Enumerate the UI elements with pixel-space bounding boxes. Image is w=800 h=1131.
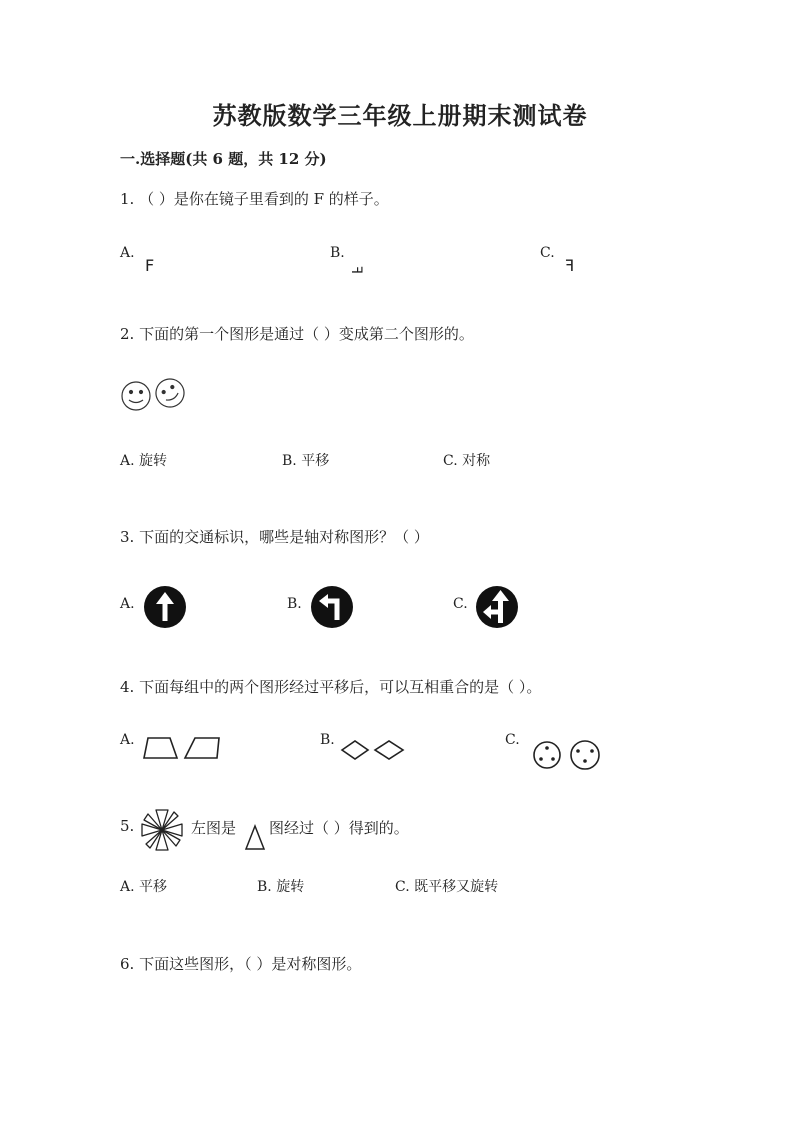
question-1-text: 1. （ ）是你在镜子里看到的 F 的样子。: [120, 190, 389, 208]
q4-option-b-label: B.: [320, 732, 335, 748]
straight-arrow-sign-icon: [143, 585, 187, 629]
q1-option-b-label: B.: [330, 245, 345, 261]
q5-option-c: C. 既平移又旋转: [395, 879, 499, 895]
trapezoids-figure: [141, 736, 223, 760]
dotted-circle-shape: [534, 742, 560, 768]
q5-option-b: B. 旋转: [257, 879, 305, 895]
q4-option-a-label: A.: [120, 732, 135, 748]
smiley-faces-figure: [120, 376, 190, 412]
q5-option-a: A. 平移: [120, 879, 168, 895]
left-turn-sign-icon: [310, 585, 354, 629]
straight-or-left-sign-icon: [475, 585, 519, 629]
q2-option-b: B. 平移: [282, 453, 330, 469]
rotated-smiley-face-icon: [151, 374, 189, 412]
section-heading: 一.选择题(共 6 题，共 12 分): [120, 150, 327, 168]
question-3-text: 3. 下面的交通标识，哪些是轴对称图形？（ ）: [120, 528, 429, 546]
q2-option-c: C. 对称: [443, 453, 491, 469]
dotted-circle-shape: [571, 741, 599, 769]
pinwheel-figure: [140, 808, 184, 852]
question-4-text: 4. 下面每组中的两个图形经过平移后，可以互相重合的是（ ）。: [120, 678, 542, 696]
question-5-text-part1: 左图是: [191, 819, 237, 837]
q3-option-c-label: C.: [453, 596, 468, 612]
trapezoid-shape: [144, 738, 177, 758]
q1-option-c-glyph: F: [565, 256, 575, 275]
diamond-shape: [342, 741, 368, 759]
diamond-shape: [375, 741, 403, 759]
q1-option-b-glyph: F: [348, 265, 365, 275]
triangle-figure: [244, 824, 266, 852]
q1-option-a-glyph: F: [145, 256, 155, 275]
q3-option-a-label: A.: [120, 596, 135, 612]
parallelogram-shape: [185, 738, 219, 758]
q4-option-c-label: C.: [505, 732, 520, 748]
smiley-face-icon: [122, 382, 150, 410]
page-title: 苏教版数学三年级上册期末测试卷: [212, 101, 588, 130]
diamonds-figure: [340, 739, 406, 761]
dotted-circles-figure: [530, 740, 604, 770]
question-6-text: 6. 下面这些图形，（ ）是对称图形。: [120, 955, 362, 973]
q2-option-a: A. 旋转: [120, 453, 168, 469]
q1-option-a-label: A.: [120, 245, 135, 261]
q1-option-c-label: C.: [540, 245, 555, 261]
q3-option-b-label: B.: [287, 596, 302, 612]
question-2-text: 2. 下面的第一个图形是通过（ ）变成第二个图形的。: [120, 325, 474, 343]
question-5-text-part2: 图经过（ ）得到的。: [269, 819, 409, 837]
question-5-number: 5.: [120, 817, 135, 835]
